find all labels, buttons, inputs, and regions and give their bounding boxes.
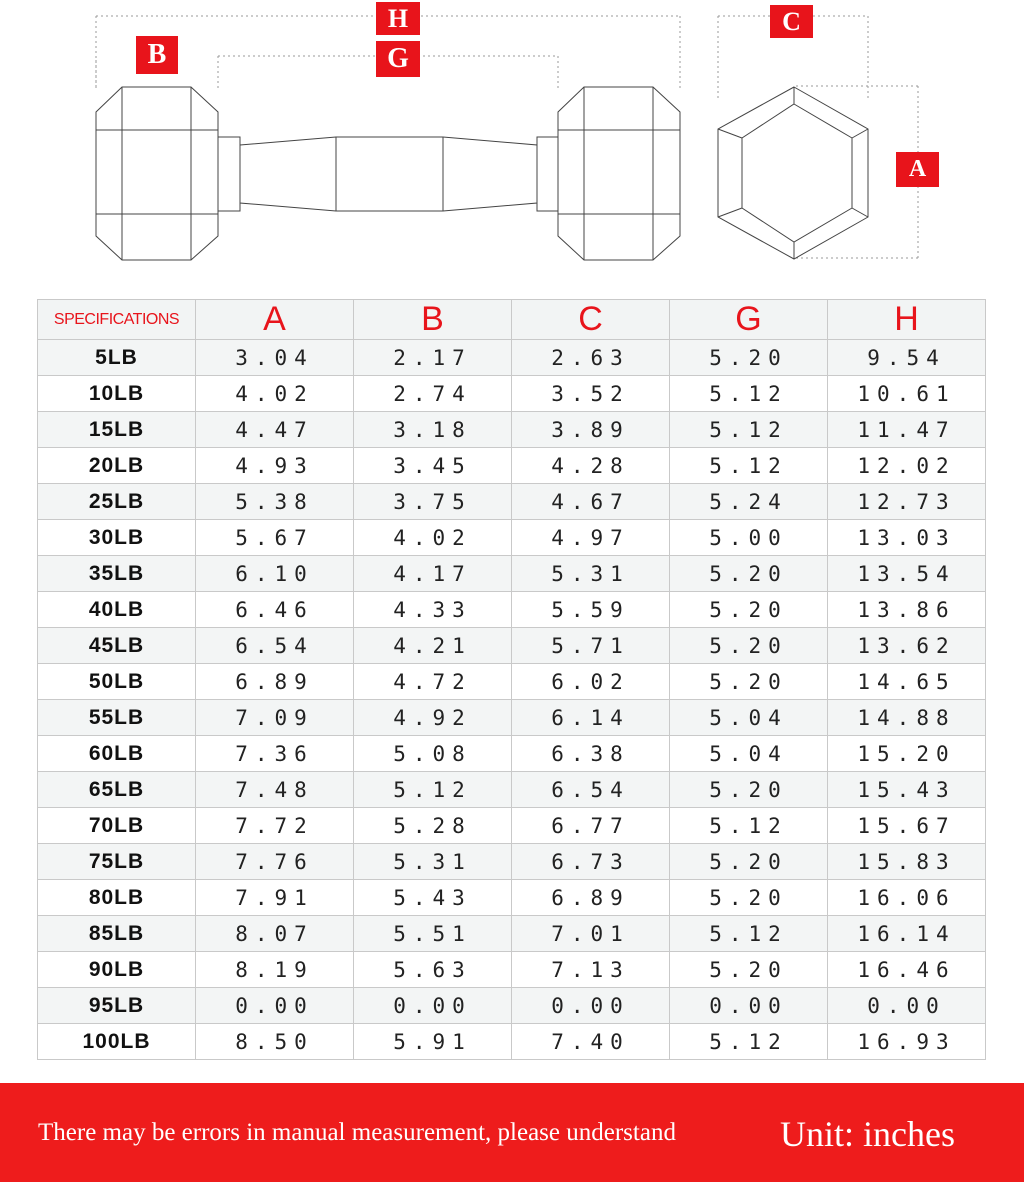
table-row <box>38 844 986 880</box>
table-cell-a: 7.91 <box>196 880 354 916</box>
row-weight-label: 90LB <box>38 952 196 988</box>
table-cell-c: 6.89 <box>512 880 670 916</box>
table-cell-g: 5.12 <box>670 448 828 484</box>
table-row <box>38 664 986 700</box>
table-row <box>38 916 986 952</box>
table-cell-b: 3.75 <box>354 484 512 520</box>
table-cell-b: 4.33 <box>354 592 512 628</box>
row-weight-label: 50LB <box>38 664 196 700</box>
table-cell-g: 5.20 <box>670 880 828 916</box>
table-cell-h: 16.93 <box>828 1024 986 1060</box>
table-cell-g: 5.20 <box>670 664 828 700</box>
table-cell-h: 11.47 <box>828 412 986 448</box>
table-cell-b: 0.00 <box>354 988 512 1024</box>
table-cell-a: 6.46 <box>196 592 354 628</box>
table-cell-b: 4.02 <box>354 520 512 556</box>
table-cell-g: 0.00 <box>670 988 828 1024</box>
row-weight-label: 100LB <box>38 1024 196 1060</box>
table-cell-c: 6.54 <box>512 772 670 808</box>
footer-banner <box>0 1083 1024 1182</box>
header-col-h: H <box>828 300 986 340</box>
table-cell-c: 5.59 <box>512 592 670 628</box>
table-cell-g: 5.04 <box>670 736 828 772</box>
table-cell-b: 5.43 <box>354 880 512 916</box>
table-row <box>38 952 986 988</box>
table-cell-c: 7.13 <box>512 952 670 988</box>
table-row <box>38 412 986 448</box>
table-cell-g: 5.12 <box>670 376 828 412</box>
table-row <box>38 700 986 736</box>
row-weight-label: 35LB <box>38 556 196 592</box>
table-cell-b: 4.21 <box>354 628 512 664</box>
table-cell-g: 5.12 <box>670 808 828 844</box>
table-cell-g: 5.20 <box>670 772 828 808</box>
table-cell-g: 5.12 <box>670 1024 828 1060</box>
table-cell-b: 3.18 <box>354 412 512 448</box>
table-cell-h: 13.54 <box>828 556 986 592</box>
table-cell-h: 15.43 <box>828 772 986 808</box>
table-cell-b: 2.74 <box>354 376 512 412</box>
table-cell-a: 8.19 <box>196 952 354 988</box>
table-row <box>38 880 986 916</box>
table-cell-h: 12.73 <box>828 484 986 520</box>
table-cell-a: 6.10 <box>196 556 354 592</box>
table-body <box>38 340 986 1060</box>
table-cell-a: 7.09 <box>196 700 354 736</box>
row-weight-label: 45LB <box>38 628 196 664</box>
table-cell-h: 9.54 <box>828 340 986 376</box>
right-head-outline <box>558 87 680 260</box>
table-cell-a: 4.93 <box>196 448 354 484</box>
table-row <box>38 772 986 808</box>
table-cell-h: 0.00 <box>828 988 986 1024</box>
table-cell-b: 5.63 <box>354 952 512 988</box>
table-cell-a: 7.76 <box>196 844 354 880</box>
table-cell-h: 14.65 <box>828 664 986 700</box>
table-cell-b: 5.12 <box>354 772 512 808</box>
row-weight-label: 60LB <box>38 736 196 772</box>
specifications-table <box>37 299 986 1060</box>
table-cell-a: 5.38 <box>196 484 354 520</box>
row-weight-label: 5LB <box>38 340 196 376</box>
table-cell-c: 2.63 <box>512 340 670 376</box>
header-col-c: C <box>512 300 670 340</box>
table-cell-a: 6.54 <box>196 628 354 664</box>
table-cell-a: 6.89 <box>196 664 354 700</box>
table-cell-b: 4.17 <box>354 556 512 592</box>
table-cell-b: 5.08 <box>354 736 512 772</box>
header-col-g: G <box>670 300 828 340</box>
row-weight-label: 40LB <box>38 592 196 628</box>
table-cell-a: 7.72 <box>196 808 354 844</box>
table-row <box>38 736 986 772</box>
table-cell-g: 5.04 <box>670 700 828 736</box>
table-row <box>38 520 986 556</box>
row-weight-label: 70LB <box>38 808 196 844</box>
table-cell-c: 0.00 <box>512 988 670 1024</box>
table-cell-g: 5.20 <box>670 952 828 988</box>
table-cell-b: 5.51 <box>354 916 512 952</box>
table-row <box>38 376 986 412</box>
row-weight-label: 25LB <box>38 484 196 520</box>
row-weight-label: 15LB <box>38 412 196 448</box>
row-weight-label: 95LB <box>38 988 196 1024</box>
table-cell-c: 6.02 <box>512 664 670 700</box>
table-cell-c: 5.31 <box>512 556 670 592</box>
table-cell-a: 3.04 <box>196 340 354 376</box>
table-cell-g: 5.20 <box>670 556 828 592</box>
table-cell-c: 4.97 <box>512 520 670 556</box>
measurement-disclaimer: There may be errors in manual measurement, please understand <box>38 1119 676 1146</box>
header-col-b: B <box>354 300 512 340</box>
table-cell-h: 16.46 <box>828 952 986 988</box>
table-cell-h: 15.20 <box>828 736 986 772</box>
table-cell-c: 4.67 <box>512 484 670 520</box>
table-cell-a: 8.07 <box>196 916 354 952</box>
table-cell-h: 15.83 <box>828 844 986 880</box>
table-row <box>38 556 986 592</box>
table-row <box>38 988 986 1024</box>
row-weight-label: 30LB <box>38 520 196 556</box>
table-cell-b: 4.92 <box>354 700 512 736</box>
label-b: B <box>136 36 178 74</box>
table-row <box>38 340 986 376</box>
table-cell-a: 4.47 <box>196 412 354 448</box>
label-h: H <box>376 2 420 35</box>
table-cell-h: 16.06 <box>828 880 986 916</box>
table-cell-a: 7.48 <box>196 772 354 808</box>
table-cell-a: 0.00 <box>196 988 354 1024</box>
table-header-row <box>38 300 986 340</box>
table-cell-a: 8.50 <box>196 1024 354 1060</box>
header-col-a: A <box>196 300 354 340</box>
table-cell-b: 5.28 <box>354 808 512 844</box>
label-c: C <box>770 5 813 38</box>
table-cell-c: 6.73 <box>512 844 670 880</box>
table-cell-h: 15.67 <box>828 808 986 844</box>
header-specifications: SPECIFICATIONS <box>38 300 196 340</box>
table-cell-h: 13.62 <box>828 628 986 664</box>
table-cell-h: 16.14 <box>828 916 986 952</box>
table-cell-a: 5.67 <box>196 520 354 556</box>
table-cell-c: 6.38 <box>512 736 670 772</box>
table-cell-c: 6.77 <box>512 808 670 844</box>
dumbbell-diagram <box>0 0 1024 290</box>
end-view-hexagon <box>718 87 868 259</box>
table-cell-h: 14.88 <box>828 700 986 736</box>
table-cell-a: 7.36 <box>196 736 354 772</box>
table-cell-c: 7.40 <box>512 1024 670 1060</box>
table-cell-b: 2.17 <box>354 340 512 376</box>
table-row <box>38 484 986 520</box>
table-cell-a: 4.02 <box>196 376 354 412</box>
table-cell-g: 5.20 <box>670 628 828 664</box>
left-head-outline <box>96 87 218 260</box>
table-row <box>38 808 986 844</box>
table-cell-g: 5.12 <box>670 916 828 952</box>
row-weight-label: 55LB <box>38 700 196 736</box>
table-row <box>38 1024 986 1060</box>
table-cell-g: 5.20 <box>670 340 828 376</box>
table-cell-g: 5.00 <box>670 520 828 556</box>
label-a: A <box>896 152 939 187</box>
row-weight-label: 85LB <box>38 916 196 952</box>
table-cell-c: 3.89 <box>512 412 670 448</box>
row-weight-label: 10LB <box>38 376 196 412</box>
table-cell-c: 7.01 <box>512 916 670 952</box>
row-weight-label: 80LB <box>38 880 196 916</box>
table-cell-b: 5.91 <box>354 1024 512 1060</box>
table-cell-h: 12.02 <box>828 448 986 484</box>
unit-label: Unit: inches <box>780 1114 955 1154</box>
table-cell-b: 5.31 <box>354 844 512 880</box>
label-g: G <box>376 41 420 77</box>
table-cell-g: 5.20 <box>670 592 828 628</box>
table-row <box>38 448 986 484</box>
table-cell-b: 4.72 <box>354 664 512 700</box>
table-cell-c: 5.71 <box>512 628 670 664</box>
table-row <box>38 592 986 628</box>
table-row <box>38 628 986 664</box>
table-cell-c: 3.52 <box>512 376 670 412</box>
table-cell-c: 6.14 <box>512 700 670 736</box>
table-cell-h: 10.61 <box>828 376 986 412</box>
table-cell-c: 4.28 <box>512 448 670 484</box>
table-cell-g: 5.12 <box>670 412 828 448</box>
handle-outline <box>240 137 537 211</box>
table-cell-h: 13.03 <box>828 520 986 556</box>
table-cell-b: 3.45 <box>354 448 512 484</box>
row-weight-label: 65LB <box>38 772 196 808</box>
table-cell-g: 5.20 <box>670 844 828 880</box>
table-cell-h: 13.86 <box>828 592 986 628</box>
table-cell-g: 5.24 <box>670 484 828 520</box>
row-weight-label: 75LB <box>38 844 196 880</box>
row-weight-label: 20LB <box>38 448 196 484</box>
